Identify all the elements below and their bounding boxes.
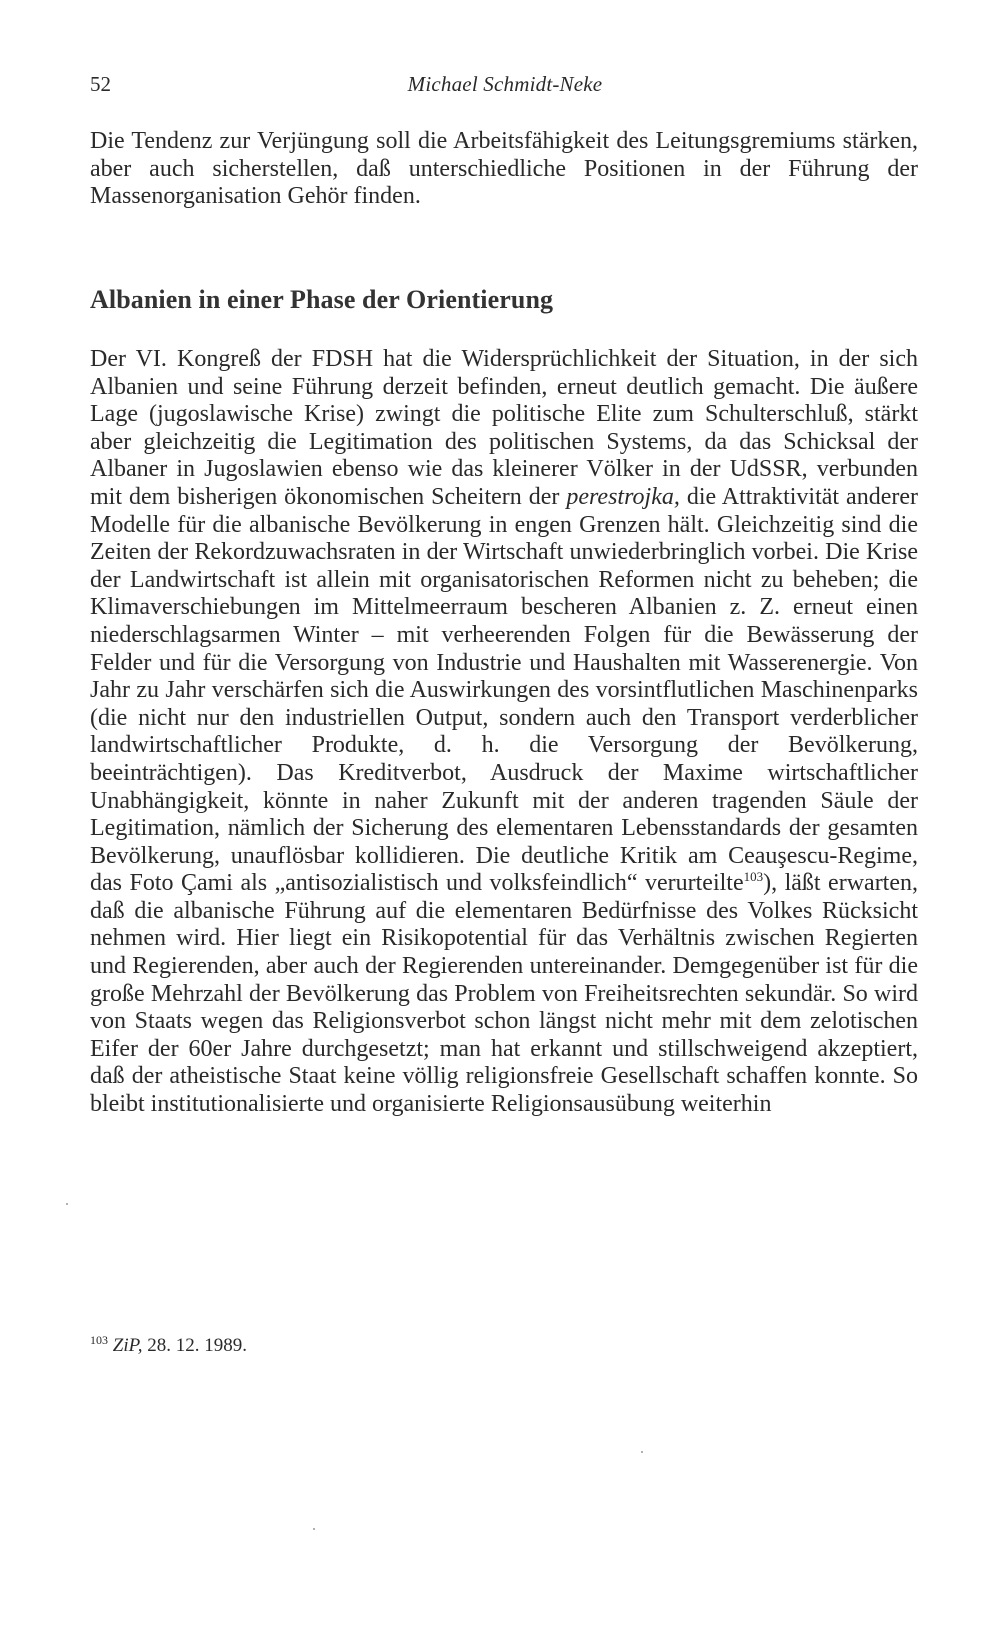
footnote-reference[interactable]: 103 — [743, 869, 764, 885]
paragraph-text-part2: die Attraktivität anderer Modelle für die albanische Bevölkerung in engen Grenzen hält. Gleichzeitig sind die Zeiten der Rekordzuwachsraten in der Wirtschaft unwiederbringlich vorbei. Die Krise der Landwirtschaft ist allein mit organisatorischen Reformen nicht zu beheben; die Klimaverschiebungen im Mittelmeerraum bescheren Albanien z. Z. erneut einen niederschlagsarmen Winter – mit verheerenden Folgen für die Bewässerung der Felder und für die Versorgung von Industrie und Haushalten mit Wasserenergie. Von Jahr zu Jahr verschärfen sich die Auswirkungen des vorsintflutlichen Maschinenparks (die nicht nur den industriellen Output, sondern auch den Transport verderblicher landwirtschaftlicher Produkte, d. h. die Versorgung der Bevölkerung, beeinträchtigen). Das Kreditverbot, Ausdruck der Maxime wirtschaftlicher Unabhängigkeit, könnte in naher Zukunft mit der anderen tragenden Säule der Legitimation, nämlich der Sicherung des elementaren Lebensstandards der gesamten Bevölkerung, unauflösbar kollidieren. Die deutliche Kritik am Ceauşescu-Regime, das Foto Çami als „antisozialistisch und volksfeindlich“ verurteilte — [90, 483, 918, 897]
page-number: 52 — [90, 72, 111, 96]
section-heading: Albanien in einer Phase der Orientierung — [90, 285, 554, 314]
footnote-date: 28. 12. 1989. — [142, 1335, 248, 1356]
footnote-number: 103 — [90, 1333, 108, 1347]
paragraph-text-part1: Der VI. Kongreß der FDSH hat die Widersprüchlichkeit der Situation, in der sich Albanien und seine Führung derzeit befinden, erneut deutlich gemacht. Die äußere Lage (jugoslawische Krise) zwingt die politische Elite zum Schulterschluß, stärkt aber gleichzeitig die Legitimation des politischen Systems, da das Schicksal der Albaner in Jugoslawien ebenso wie das kleinerer Völker in der UdSSR, verbunden mit dem bisherigen ökonomischen Scheitern der — [90, 346, 918, 510]
footnote — [90, 1334, 918, 1358]
paragraph-text-part3: ), läßt erwarten, daß die albanische Führung auf die elementaren Bedürfnisse des Volkes Rücksicht nehmen wird. Hier liegt ein Risikopotential für das Verhältnis zwischen Regierten und Regierenden, aber auch der Regierenden untereinander. Demgegenüber ist für die große Mehrzahl der Bevölkerung das Problem von Freiheitsrechten sekundär. So wird von Staats wegen das Religionsverbot schon längst nicht mehr mit dem zelotischen Eifer der 60er Jahre durchgesetzt; man hat erkannt und stillschweigend akzeptiert, daß der atheistische Staat keine völlig religionsfreie Gesellschaft schaffen konnte. So bleibt institutionalisierte und organisierte Religionsausübung weiterhin — [90, 870, 919, 1118]
intro-paragraph-block — [90, 128, 918, 211]
running-author: Michael Schmidt-Neke — [407, 72, 603, 96]
footnote-source: ZiP, — [112, 1335, 143, 1356]
intro-paragraph: Die Tendenz zur Verjüngung soll die Arbeitsfähigkeit des Leitungsgremiums stärken, aber auch sicherstellen, daß unterschiedliche Positionen in der Führung der Massenorganisation Gehör finden. — [90, 128, 918, 210]
scan-speck — [66, 1203, 68, 1205]
italic-term: perestrojka, — [566, 483, 680, 510]
scan-speck — [641, 1451, 643, 1453]
main-paragraph-block — [90, 346, 918, 1119]
scan-speck — [313, 1528, 315, 1530]
running-head — [90, 72, 920, 102]
main-paragraph — [90, 346, 918, 1119]
